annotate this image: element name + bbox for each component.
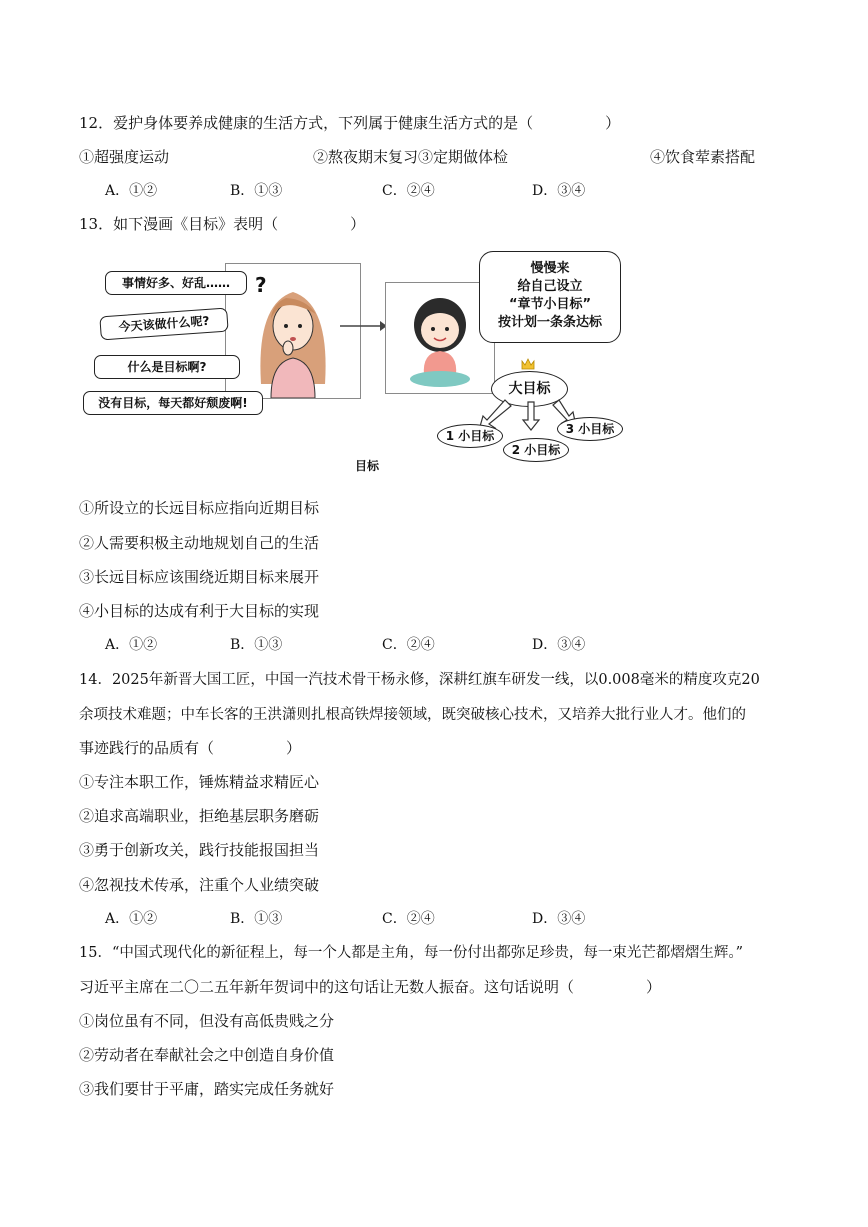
question-mark: ?	[255, 273, 267, 297]
q14-line-2: 余项技术难题；中车长客的王洪潇则扎根高铁焊接领域，既突破核心技术，又培养大批行业人才。他们的	[79, 707, 746, 723]
happy-girl-illustration	[386, 283, 494, 393]
q12-option-b[interactable]: B．①③	[230, 183, 283, 199]
q15-item-2: ②劳动者在奉献社会之中创造自身价值	[79, 1046, 335, 1064]
q12-option-a[interactable]: A．①②	[105, 183, 158, 199]
q12-item-3: ④饮食荤素搭配	[650, 148, 756, 166]
q14-option-c[interactable]: C．②④	[382, 911, 435, 927]
small-goal-2: 2 小目标	[503, 438, 569, 462]
q14-line-1: 14．2025年新晋大国工匠，中国一汽技术骨干杨永修，深耕红旗车研发一线，以0.008毫米的精度攻克20	[79, 672, 760, 688]
q14-item-3: ③勇于创新攻关，践行技能报国担当	[79, 841, 320, 859]
plan-line-2: 给自己设立	[517, 279, 583, 294]
q14-option-d[interactable]: D．③④	[532, 911, 586, 927]
q15-item-3: ③我们要甘于平庸，踏实完成任务就好	[79, 1080, 335, 1098]
bubble-3: 什么是目标啊?	[94, 355, 240, 379]
q12-option-c[interactable]: C．②④	[382, 183, 435, 199]
q14-item-2: ②追求高端职业，拒绝基层职务磨砺	[79, 807, 320, 825]
q13-stem: 13．如下漫画《目标》表明（ ）	[79, 215, 366, 233]
q13-item-4: ④小目标的达成有利于大目标的实现	[79, 602, 320, 620]
plan-line-1: 慢慢来	[530, 261, 570, 276]
q13-option-a[interactable]: A．①②	[105, 637, 158, 653]
q15-line-1: 15．“中国式现代化的新征程上，每一个人都是主角，每一份付出都弥足珍贵，每一束光芒都熠熠生辉。”	[79, 945, 744, 961]
crown-icon	[521, 358, 535, 370]
bubble-1: 事情好多、好乱……	[105, 271, 247, 295]
q14-item-1: ①专注本职工作，锤炼精益求精匠心	[79, 773, 320, 791]
q14-line-3: 事迹践行的品质有（ ）	[79, 739, 302, 757]
q14-option-b[interactable]: B．①③	[230, 911, 283, 927]
q12-option-d[interactable]: D．③④	[532, 183, 586, 199]
q15-line-2: 习近平主席在二〇二五年新年贺词中的这句话让无数人振奋。这句话说明（ ）	[79, 978, 662, 996]
q13-item-1: ①所设立的长远目标应指向近期目标	[79, 499, 320, 517]
q13-option-c[interactable]: C．②④	[382, 637, 435, 653]
q15-item-1: ①岗位虽有不同，但没有高低贵贱之分	[79, 1012, 335, 1030]
big-goal-oval: 大目标	[491, 371, 568, 407]
plan-bubble	[479, 251, 621, 343]
arrow-right-icon	[338, 318, 388, 334]
small-goal-3: 3 小目标	[557, 417, 623, 441]
q12-stem: 12．爱护身体要养成健康的生活方式，下列属于健康生活方式的是（ ）	[79, 114, 621, 132]
comic-goal	[80, 248, 640, 478]
q14-option-a[interactable]: A．①②	[105, 911, 158, 927]
q14-item-4: ④忽视技术传承，注重个人业绩突破	[79, 876, 320, 894]
q12-item-1: ①超强度运动	[79, 148, 170, 166]
q12-item-2: ②熬夜期末复习③定期做体检	[313, 148, 509, 166]
q13-option-d[interactable]: D．③④	[532, 637, 586, 653]
plan-line-3: “章节小目标”	[508, 297, 592, 312]
comic-caption: 目标	[355, 459, 380, 473]
q13-option-b[interactable]: B．①③	[230, 637, 283, 653]
q13-item-3: ③长远目标应该围绕近期目标来展开	[79, 568, 320, 586]
bubble-4: 没有目标，每天都好颓废啊!	[83, 391, 263, 415]
bubble-2: 今天该做什么呢?	[99, 308, 228, 341]
q13-item-2: ②人需要积极主动地规划自己的生活	[79, 534, 320, 552]
small-goal-1: 1 小目标	[437, 424, 503, 448]
plan-line-4: 按计划一条条达标	[497, 315, 602, 330]
